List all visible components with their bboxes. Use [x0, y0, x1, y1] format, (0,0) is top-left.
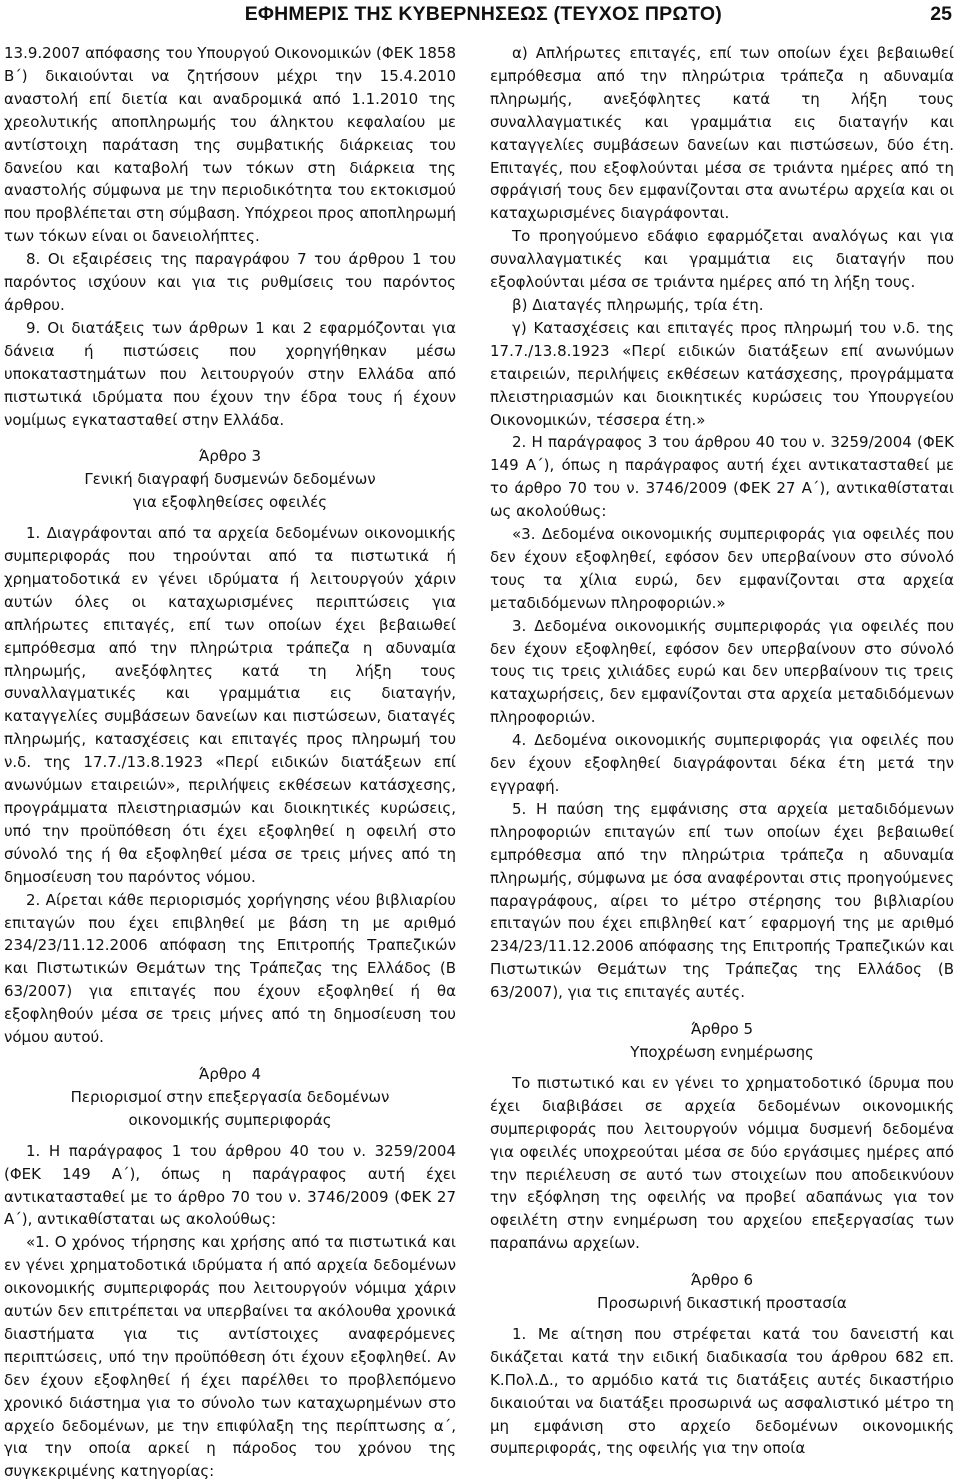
article-title: οικονομικής συμπεριφοράς — [128, 1110, 332, 1129]
article-title: Περιορισμοί στην επεξεργασία δεδομένων — [70, 1087, 390, 1106]
page-header — [0, 0, 960, 34]
paragraph: γ) Κατασχέσεις και επιταγές προς πληρωμή του ν.δ. της 17.7./13.8.1923 «Περί ειδικών διατάξεων επί ανωνύμων εταιρειών, περιλήψεις εκθέσεων κατάσχεσης, προγράμματα πλειστηριασμών και διοικητικές κυρώσεις του Υπουργείου Οικονομικών, τέσσερα έτη.» — [490, 318, 954, 429]
paragraph: 4. Δεδομένα οικονομικής συμπεριφοράς για οφειλές που δεν έχουν εξοφληθεί διαγράφονται δέκα έτη μετά την εγγραφή. — [490, 731, 954, 795]
article-number: Άρθρο 4 — [198, 1064, 262, 1083]
paragraph: α) Απλήρωτες επιταγές, επί των οποίων έχει βεβαιωθεί εμπρόθεσμα από την πληρώτρια τράπεζα η αδυναμία πληρωμής, ανεξόφλητες κατά τη λήξη τους συναλλαγματικές και γραμμάτια εις διαταγήν και καταγγελίες συμβάσεων δανείων και πιστώσεων, δύο έτη. Επιταγές, που εξοφλούνται μέσα σε τριάντα ημέρες από τη σφράγισή τους δεν εμφανίζονται στα ανωτέρω αρχεία και οι καταχωρισμένες διαγράφονται. — [490, 44, 954, 223]
paragraph: β) Διαταγές πληρωμής, τρία έτη. — [512, 295, 764, 314]
article-title: Γενική διαγραφή δυσμενών δεδομένων — [84, 470, 376, 489]
article-title: για εξοφληθείσες οφειλές — [132, 493, 328, 512]
left-column — [4, 42, 456, 1483]
article-number: Άρθρο 3 — [198, 447, 262, 466]
article-title: Προσωρινή δικαστική προστασία — [597, 1294, 847, 1313]
paragraph: 5. Η παύση της εμφάνισης στα αρχεία μεταδιδόμενων πληροφοριών επιταγών επί των οποίων έχει βεβαιωθεί εμπρόθεσμα από την πληρώτρια τράπεζα η αδυναμία πληρωμής, σύμφωνα με όσα αναφέρονται στις προηγούμενες παραγράφους, αίρει το μέτρο στέρησης του βιβλιαρίου επιταγών που έχει επιβληθεί κατ΄ εφαρμογή της με αριθμό 234/23/11.12.2006 απόφασης της Επιτροπής Τραπεζικών και Πιστωτικών Θεμάτων της Τράπεζας της Ελλάδος (Β 63/2007), για τις επιταγές αυτές. — [490, 799, 954, 1002]
paragraph: 1. Η παράγραφος 1 του άρθρου 40 του ν. 3259/2004 (ΦΕΚ 149 Α΄), όπως η παράγραφος αυτή έχει αντικατασταθεί με το άρθρο 70 του ν. 3746/2009 (ΦΕΚ 27 Α΄), αντικαθίσταται ως ακολούθως: — [4, 1141, 456, 1229]
paragraph: 2. Αίρεται κάθε περιορισμός χορήγησης νέου βιβλιαρίου επιταγών που έχει επιβληθεί με βάση τη με αριθμό 234/23/11.12.2006 απόφαση της Επιτροπής Τραπεζικών και Πιστωτικών Θεμάτων της Τράπεζας της Ελλάδος (Β 63/2007) για επιταγές που έχουν εξοφληθεί ή θα εξοφληθούν μέσα σε τρεις μήνες από τη δημοσίευση του νόμου αυτού. — [4, 890, 456, 1047]
page-number: 25 — [930, 3, 952, 25]
paragraph: «3. Δεδομένα οικονομικής συμπεριφοράς για οφειλές που δεν έχουν εξοφληθεί, εφόσον δεν υπερβαίνουν στο σύνολό τους τα χίλια ευρώ, δεν εμφανίζονται στα αρχεία μεταδιδόμενων πληροφοριών.» — [490, 525, 954, 612]
paragraph: 2. Η παράγραφος 3 του άρθρου 40 του ν. 3259/2004 (ΦΕΚ 149 Α΄), όπως η παράγραφος αυτή έχει αντικατασταθεί με το άρθρο 70 του ν. 3746/2009 (ΦΕΚ 27 Α΄), αντικαθίσταται ως ακολούθως: — [490, 433, 954, 521]
paragraph: 9. Οι διατάξεις των άρθρων 1 και 2 εφαρμόζονται για δάνεια ή πιστώσεις που χορηγήθηκαν μέσω υποκαταστημάτων που λειτουργούν στην Ελλάδα από πιστωτικά ιδρύματα που έχουν την έδρα τους ή έχουν νομίμως εγκατασταθεί στην Ελλάδα. — [4, 318, 456, 429]
gazette-title: ΕΦΗΜΕΡΙΣ ΤΗΣ ΚΥΒΕΡΝΗΣΕΩΣ (ΤΕΥΧΟΣ ΠΡΩΤΟ) — [244, 3, 722, 25]
paragraph: Το πιστωτικό και εν γένει το χρηματοδοτικό ίδρυμα που έχει διαβιβάσει σε αρχεία δεδομένων οικονομικής συμπεριφοράς που λειτουργούν νόμιμα δυσμενή δεδομένα για οφειλές υποχρεούται μέσα σε δύο εργάσιμες ημέρες από την περιέλευση σε αυτό των στοιχείων που αποδεικνύουν την εξόφληση της οφειλής να προβεί αδαπάνως για τον οφειλέτη στην ενημέρωση του αρχείου επεξεργασίας των παραπάνω αρχείων. — [490, 1073, 954, 1253]
paragraph: 3. Δεδομένα οικονομικής συμπεριφοράς για οφειλές που δεν έχουν εξοφληθεί, εφόσον δεν υπερβαίνουν στο σύνολό τους τις τρεις χιλιάδες ευρώ και δεν υπερβαίνουν τις τρεις καταχωρήσεις, δεν εμφανίζονται στα αρχεία μεταδιδόμενων πληροφοριών. — [490, 616, 954, 727]
article-number: Άρθρο 5 — [690, 1020, 754, 1039]
article-number: Άρθρο 6 — [690, 1271, 754, 1290]
paragraph: 8. Οι εξαιρέσεις της παραγράφου 7 του άρθρου 1 του παρόντος ισχύουν και για τις ρυθμίσεις του παρόντος άρθρου. — [4, 250, 456, 314]
paragraph: 1. Διαγράφονται από τα αρχεία δεδομένων οικονομικής συμπεριφοράς που τηρούνται από τα πιστωτικά ή χρηματοδοτικά εν γένει ιδρύματα ή λειτουργούν χάριν αυτών όλες οι καταχωρισμένες περιπτώσεις για απλήρωτες επιταγές, επί των οποίων έχει βεβαιωθεί εμπρόθεσμα από την πληρώτρια τράπεζα η αδυναμία πληρωμής, ανεξόφλητες κατά τη λήξη τους συναλλαγματικές και γραμμάτια εις διαταγήν, καταγγελίες συμβάσεων δανείων και πιστώσεων, διαταγές πληρωμής, κατασχέσεις και επιταγές προς πληρωμή του ν.δ. της 17.7./13.8.1923 «Περί ειδικών διατάξεων επί ανωνύμων εταιρειών», περιλήψεις εκθέσεων κατάσχεσης, προγράμματα πλειστηριασμών και διοικητικές κυρώσεις, υπό την προϋπόθεση ότι έχει εξοφληθεί η οφειλή στο σύνολό της ή θα εξοφληθεί μέσα σε τρεις μήνες από τη δημοσίευση του παρόντος νόμου. — [4, 524, 456, 886]
paragraph: Το προηγούμενο εδάφιο εφαρμόζεται αναλόγως και για συναλλαγματικές και γραμμάτια εις διαταγήν που εξοφλούνται μέσα σε τριάντα ημέρες από τη λήξη τους. — [490, 227, 954, 292]
paragraph: 1. Με αίτηση που στρέφεται κατά του δανειστή και δικάζεται κατά την ειδική διαδικασία του άρθρου 682 επ. Κ.Πολ.Δ., το αρμόδιο κατά τις διατάξεις αυτές δικαστήριο δικαιούται να διατάξει προσωρινά ως ασφαλιστικό μέτρο τη μη εμφάνιση στο αρχείο δεδομένων οικονομικής συμπεριφοράς, της οφειλής για την οποία — [490, 1324, 954, 1458]
paragraph: 13.9.2007 απόφασης του Υπουργού Οικονομικών (ΦΕΚ 1858 Β΄) δικαιούνται να ζητήσουν μέχρι την 15.4.2010 αναστολή επί διετία και αναδρομικά από 1.1.2010 της χρεολυτικής αποπληρωμής του άληκτου κεφαλαίου με αντίστοιχη παράταση της συμβατικής διάρκειας του δανείου και καταβολή των τόκων στη διάρκεια της αναστολής σύμφωνα με την περιοδικότητα του εκτοκισμού που προβλέπεται στη σύμβαση. Υπόχρεοι προς αποπληρωμή των τόκων είναι οι δανειολήπτες. — [4, 44, 456, 246]
right-column — [490, 42, 954, 1460]
article-title: Υποχρέωση ενημέρωσης — [630, 1042, 814, 1061]
paragraph: «1. Ο χρόνος τήρησης και χρήσης από τα πιστωτικά και εν γένει χρηματοδοτικά ιδρύματα ή από αρχεία δεδομένων οικονομικής συμπεριφοράς που λειτουργούν νόμιμα χάριν αυτών δεν επιτρέπεται να υπερβαίνει τα ακόλουθα χρονικά διαστήματα για τις αντίστοιχες αναφερόμενες περιπτώσεις, υπό την προϋπόθεση ότι έχουν εξοφληθεί. Αν δεν έχουν εξοφληθεί ή έχει παρέλθει το προβλεπόμενο χρονικό διάστημα για το σύνολο των καταχωρημένων στο αρχείο δεδομένων, με την επιφύλαξη της περίπτωσης α΄, για την οποία αρκεί η πάροδος του χρόνου της συγκεκριμένης κατηγορίας: — [4, 1233, 456, 1481]
